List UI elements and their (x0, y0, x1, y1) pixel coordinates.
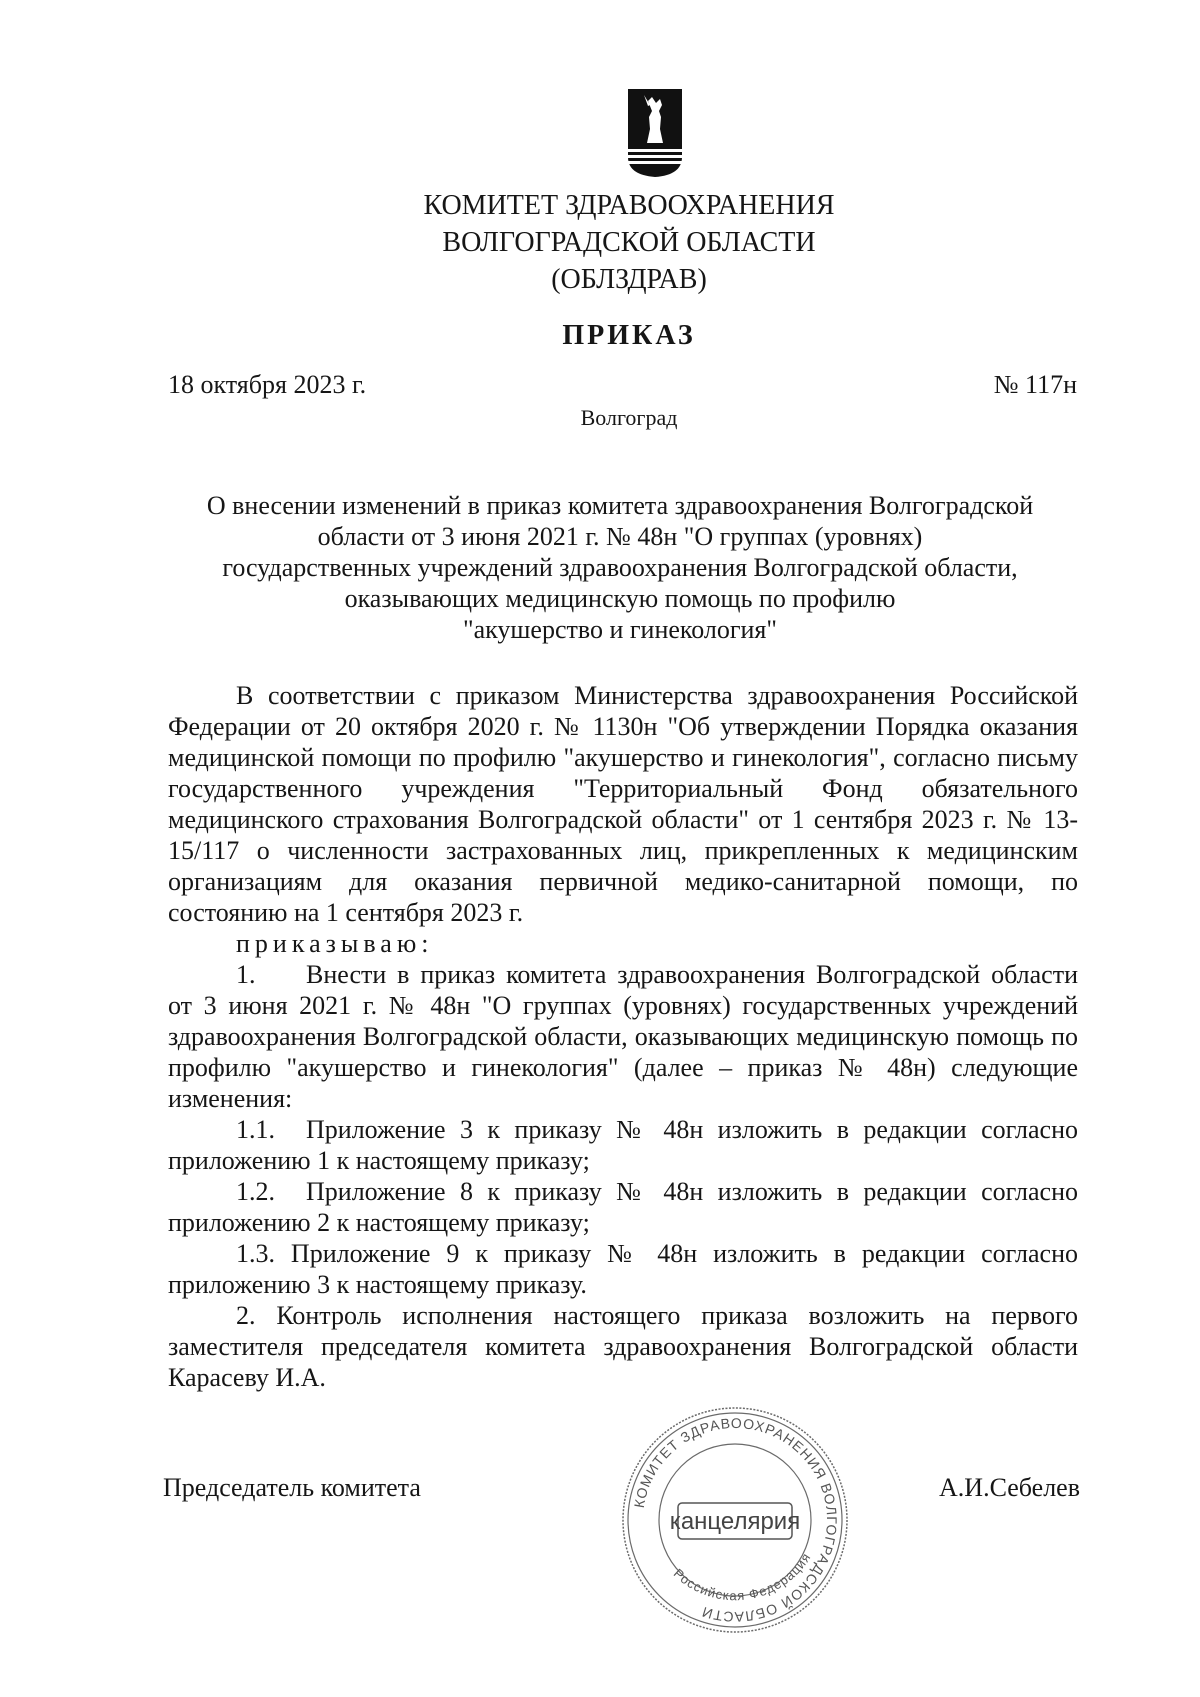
subject-line: О внесении изменений в приказ комитета здравоохранения Волгоградской (206, 491, 1034, 520)
subject-line: оказывающих медицинскую помощь по профилю (344, 584, 896, 613)
item-1-1 (168, 1114, 1078, 1176)
org-line-2: ВОЛГОГРАДСКОЙ ОБЛАСТИ (442, 227, 816, 258)
signer-title: Председатель комитета (163, 1473, 421, 1502)
order-title: ПРИКАЗ (562, 320, 696, 351)
subject-line: государственных учреждений здравоохранения Волгоградской области, (222, 553, 1018, 582)
stamp-ring-text: КОМИТЕТ ЗДРАВООХРАНЕНИЯ ВОЛГОГРАДСКОЙ ОБЛАСТИ (630, 1414, 841, 1626)
item-1 (168, 959, 1078, 1114)
order-number: № 117н (993, 370, 1077, 399)
org-line-1: КОМИТЕТ ЗДРАВООХРАНЕНИЯ (423, 190, 835, 221)
item-1-3: 1.3. Приложение 9 к приказу № 48н изложить в редакции согласно приложению 3 к настоящему приказу. (168, 1239, 1078, 1299)
subject-line: области от 3 июня 2021 г. № 48н "О группах (уровнях) (317, 522, 923, 551)
item-1-text: Внести в приказ комитета здравоохранения Волгоградской области от 3 июня 2021 г. № 48н "О группах (уровнях) государственных учреждений здравоохранения Волгоградской области, оказывающих медицинскую помощь по профилю "акушерство и гинекология" (далее – приказ № 48н) следующие изменения: (168, 960, 1078, 1113)
item-1-2-text: Приложение 8 к приказу № 48н изложить в редакции согласно приложению 2 к настоящему приказу; (168, 1177, 1078, 1237)
item-1-number: 1. (236, 960, 256, 989)
item-1-2-number: 1.2. (236, 1177, 275, 1206)
order-city: Волгоград (580, 405, 678, 430)
order-word: приказываю: (236, 929, 434, 958)
stamp-bottom-text: Российская Федерация (670, 1549, 814, 1604)
volgograd-coat-of-arms-icon (626, 87, 684, 179)
order-body (168, 680, 1078, 1393)
signer-name: А.И.Себелев (939, 1473, 1080, 1502)
org-line-3: (ОБЛЗДРАВ) (551, 264, 707, 295)
item-1-1-number: 1.1. (236, 1115, 275, 1144)
office-stamp-icon (620, 1405, 850, 1635)
organization-name (0, 187, 1200, 298)
order-subject (160, 490, 1080, 645)
item-1-2 (168, 1176, 1078, 1238)
order-date: 18 октября 2023 г. (168, 370, 367, 399)
subject-line: "акушерство и гинекология" (462, 615, 778, 644)
stamp-center-text: канцелярия (669, 1508, 801, 1535)
item-1-1-text: Приложение 3 к приказу № 48н изложить в редакции согласно приложению 1 к настоящему приказу; (168, 1115, 1078, 1175)
preamble-paragraph: В соответствии с приказом Министерства здравоохранения Российской Федерации от 20 октября 2020 г. № 1130н "Об утверждении Порядка оказания медицинской помощи по профилю "акушерство и гинекология", согласно письму государственного учреждения "Территориальный Фонд обязательного медицинского страхования Волгоградской области" от 1 сентября 2023 г. № 13-15/117 о численности застрахованных лиц, прикрепленных к медицинским организациям для оказания первичной медико-санитарной помощи, по состоянию на 1 сентября 2023 г. (168, 681, 1078, 927)
item-2: 2. Контроль исполнения настоящего приказа возложить на первого заместителя председателя комитета здравоохранения Волгоградской области Карасеву И.А. (168, 1301, 1078, 1392)
